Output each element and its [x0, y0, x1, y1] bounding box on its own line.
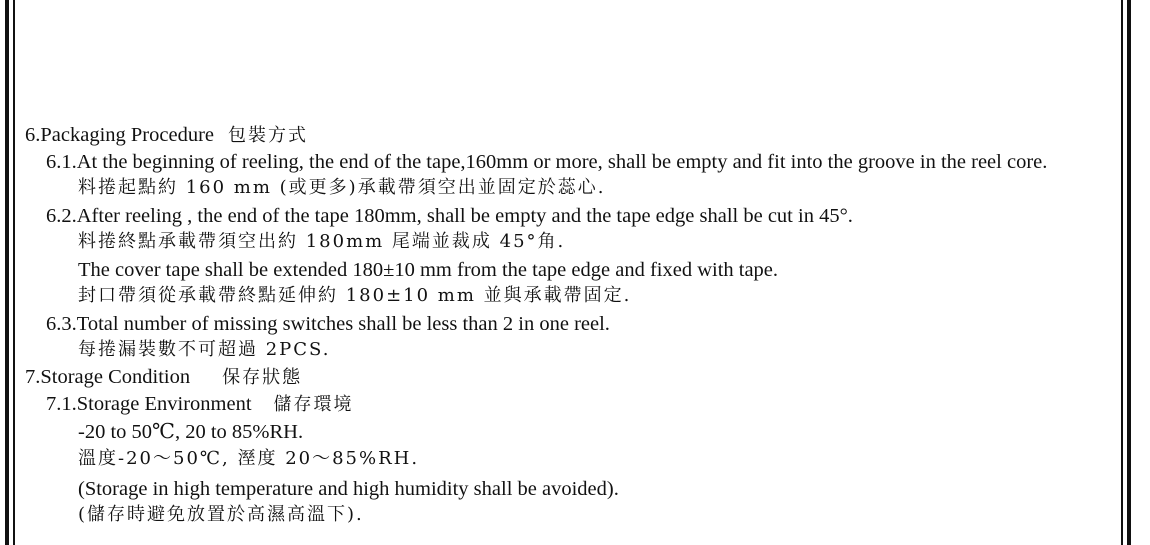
section-6-title: 6.Packaging Procedure: [25, 124, 214, 146]
left-border-inner: [13, 0, 15, 545]
item-6-3-cjk: 每捲漏裝數不可超過 2PCS.: [78, 339, 331, 360]
section-7-title-cjk: 保存狀態: [222, 367, 303, 388]
item-7-1-heading: [46, 391, 354, 418]
item-7-1-range-text: -20 to 50℃, 20 to 85%RH.: [78, 421, 304, 443]
item-7-1-note-cjk: (儲存時避免放置於高濕高溫下).: [78, 504, 364, 525]
section-6-title-cjk: 包裝方式: [228, 125, 308, 146]
item-7-1-range-cjk: 溫度-20～50℃, 溼度 20～85%RH.: [78, 448, 420, 469]
left-border-outer: [5, 0, 9, 545]
item-6-2-cover-text: The cover tape shall be extended 180±10 mm from the tape edge and fixed with tape.: [78, 259, 779, 281]
item-6-1-text: 6.1.At the beginning of reeling, the end of the tape,160mm or more, shall be empty and fit into the groove in the reel core.: [46, 151, 1048, 173]
item-6-2-cjk: 料捲終點承載帶須空出約 180mm 尾端並裁成 45°角.: [78, 231, 566, 252]
item-7-1-title: 7.1.Storage Environment: [46, 393, 252, 415]
right-border-outer: [1127, 0, 1131, 545]
section-7-heading: [25, 364, 302, 391]
item-7-1-note-text: (Storage in high temperature and high humidity shall be avoided).: [78, 478, 619, 500]
section-7-title: 7.Storage Condition: [25, 366, 191, 388]
right-border-inner: [1121, 0, 1123, 545]
section-6-heading: [25, 122, 308, 149]
item-6-2-cover-cjk: 封口帶須從承載帶終點延伸約 180±10 mm 並與承載帶固定.: [78, 285, 632, 306]
item-6-2-text: 6.2.After reeling , the end of the tape 180mm, shall be empty and the tape edge shall be cut in 45°.: [46, 205, 853, 227]
item-6-3-text: 6.3.Total number of missing switches shall be less than 2 in one reel.: [46, 313, 610, 335]
item-6-1-cjk: 料捲起點約 160 mm (或更多)承載帶須空出並固定於蕊心.: [78, 177, 606, 198]
item-7-1-title-cjk: 儲存環境: [273, 394, 354, 415]
